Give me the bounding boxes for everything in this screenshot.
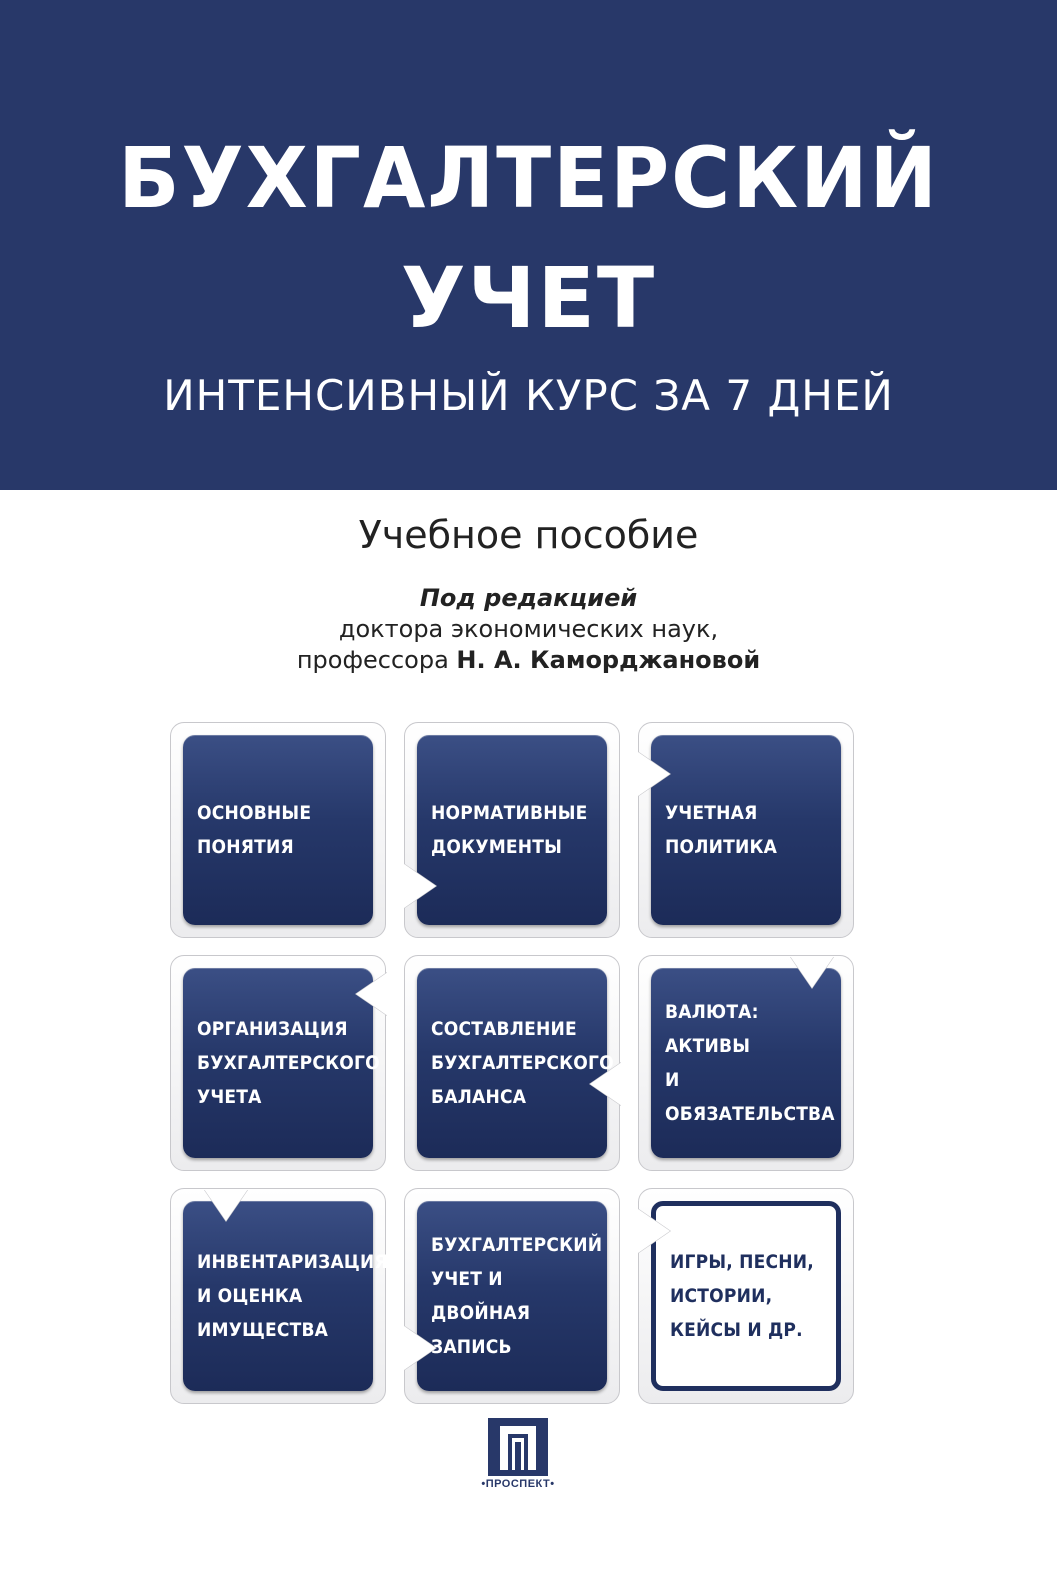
topic-cell [170,955,386,1171]
arrow-right-icon [638,1209,670,1253]
topic-cell [404,722,620,938]
cover-header [0,0,1057,490]
topic-tile [651,968,841,1158]
topic-cell [638,1188,854,1404]
topic-tile [417,1201,607,1391]
arrow-left-icon [590,1062,622,1106]
topic-label: БУХГАЛТЕРСКИЙ УЧЕТ И ДВОЙНАЯ ЗАПИСЬ [431,1234,603,1358]
topic-cell [170,1188,386,1404]
topic-label: ВАЛЮТА: АКТИВЫ И ОБЯЗАТЕЛЬСТВА [665,1001,835,1125]
topic-label: ИГРЫ, ПЕСНИ, ИСТОРИИ, КЕЙСЫ И ДР. [670,1251,814,1341]
title-line-1: БУХГАЛТЕРСКИЙ [118,129,939,227]
arrow-right-icon [404,1326,436,1370]
topic-cell [404,1188,620,1404]
editor-title-line [0,645,1057,676]
topic-tile [183,735,373,925]
editor-block [0,583,1057,676]
editor-name: Н. А. Каморджановой [456,646,761,674]
book-type: Учебное пособие [358,513,699,557]
editor-position: профессора [296,646,457,674]
arrow-down-icon [204,1189,248,1221]
editor-degree: доктора экономических наук, [338,615,719,643]
topic-tile [651,735,841,925]
editor-heading: Под редакцией [419,584,638,612]
topic-tile [417,968,614,1158]
topic-label: ИНВЕНТАРИЗАЦИЯ И ОЦЕНКА ИМУЩЕСТВА [197,1251,388,1341]
topic-label: ОСНОВНЫЕ ПОНЯТИЯ [197,802,312,858]
prospekt-logo-icon [488,1418,548,1476]
topic-cell [638,722,854,938]
topic-tile-highlight [651,1201,841,1391]
arrow-left-icon [356,972,388,1016]
topic-cell [170,722,386,938]
topic-grid [170,722,870,1404]
topic-tile [183,968,380,1158]
arrow-right-icon [638,752,670,796]
publisher-logo [483,1418,553,1508]
topic-label: УЧЕТНАЯ ПОЛИТИКА [665,802,778,858]
topic-label: НОРМАТИВНЫЕ ДОКУМЕНТЫ [431,802,588,858]
title-subheading: ИНТЕНСИВНЫЙ КУРС ЗА 7 ДНЕЙ [163,371,894,420]
publisher-name: •ПРОСПЕКТ• [481,1478,555,1490]
topic-cell [404,955,620,1171]
topic-label: СОСТАВЛЕНИЕ БУХГАЛТЕРСКОГО БАЛАНСА [431,1018,614,1108]
topic-tile [417,735,607,925]
arrow-down-icon [790,956,834,988]
title-line-2: УЧЕТ [400,249,657,347]
topic-tile [183,1201,388,1391]
arrow-right-icon [404,864,436,908]
topic-label: ОРГАНИЗАЦИЯ БУХГАЛТЕРСКОГО УЧЕТА [197,1018,380,1108]
